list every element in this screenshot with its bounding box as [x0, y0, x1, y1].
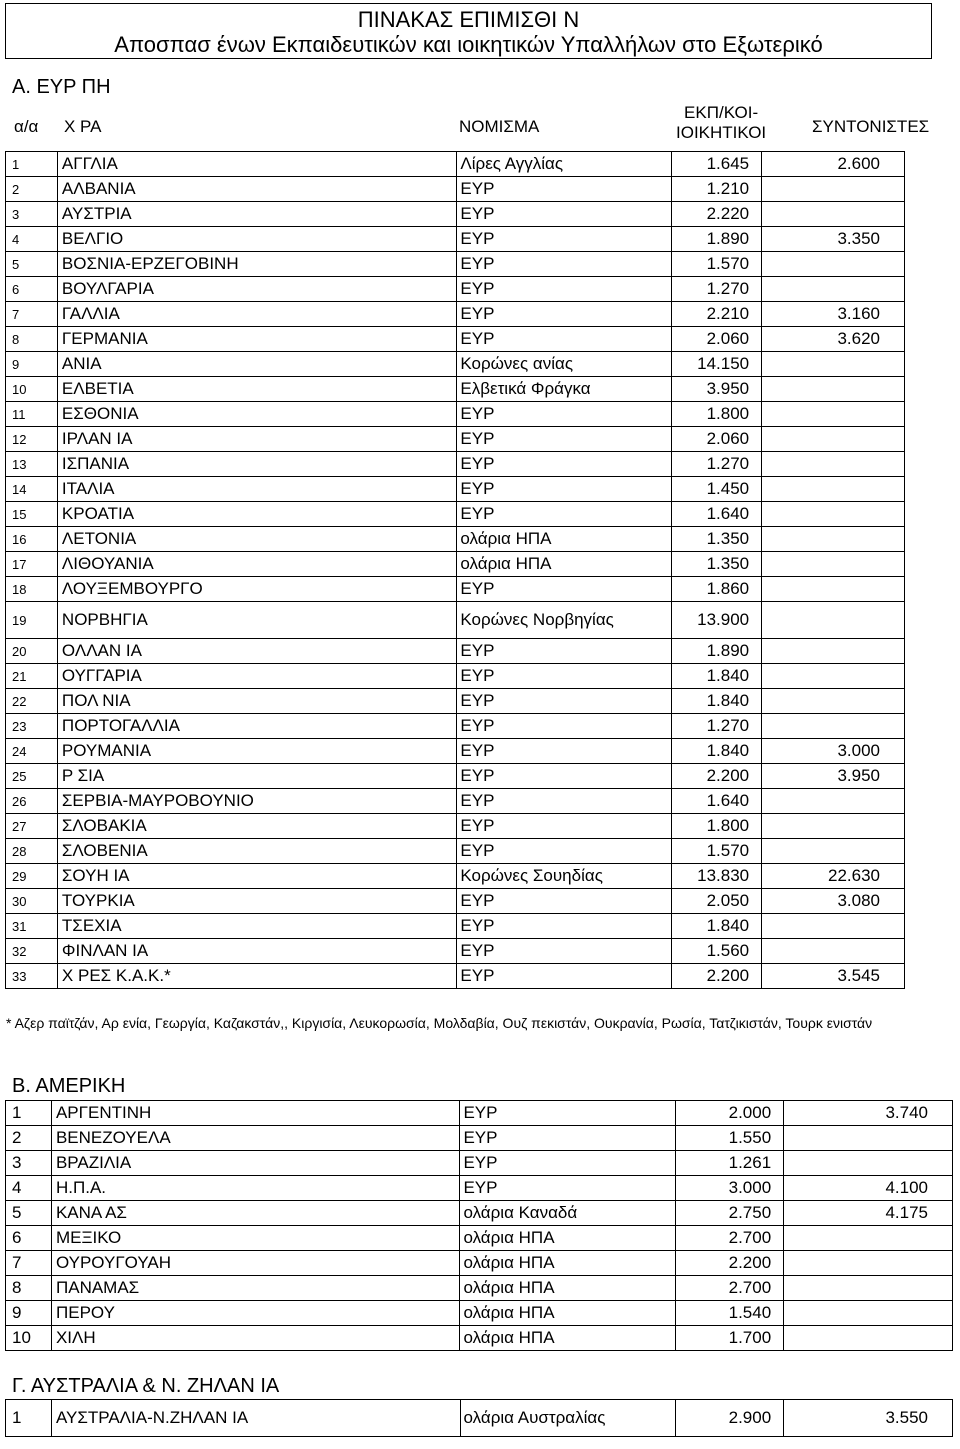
row-country: ΕΣΘΟΝΙΑ: [57, 402, 456, 427]
row-coord-amount: [762, 664, 905, 689]
row-country: ΜΕΞΙΚΟ: [51, 1226, 459, 1251]
row-number: 26: [6, 789, 58, 814]
table-row: [6, 764, 905, 789]
row-coord-amount: [762, 177, 905, 202]
section-b-heading: Β. ΑΜΕΡΙΚΗ: [12, 1075, 126, 1097]
table-row: [6, 452, 905, 477]
table-row: [6, 1276, 953, 1301]
row-admin-amount: 1.210: [672, 177, 762, 202]
row-number: 14: [6, 477, 58, 502]
row-number: 29: [6, 864, 58, 889]
row-currency: Κορώνες Σουηδίας: [457, 864, 672, 889]
row-currency: Λίρες Αγγλίας: [457, 152, 672, 177]
row-coord-amount: [762, 502, 905, 527]
table-row: [6, 1101, 953, 1126]
row-coord-amount: 4.100: [784, 1176, 953, 1201]
row-coord-amount: [784, 1276, 953, 1301]
row-number: 1: [6, 1101, 52, 1126]
row-admin-amount: 1.890: [672, 227, 762, 252]
table-row: [6, 352, 905, 377]
row-number: 2: [6, 177, 58, 202]
row-currency: ΕΥΡ: [457, 889, 672, 914]
row-admin-amount: 1.570: [672, 252, 762, 277]
row-currency: ολάρια ΗΠΑ: [460, 1226, 676, 1251]
row-currency: ολάρια ΗΠΑ: [457, 552, 672, 577]
row-number: 27: [6, 814, 58, 839]
table-row: [6, 914, 905, 939]
row-coord-amount: [762, 602, 905, 639]
row-country: ΧΙΛΗ: [51, 1326, 459, 1351]
row-country: ΒΕΛΓΙΟ: [57, 227, 456, 252]
row-number: 1: [6, 152, 58, 177]
row-currency: Κορώνες Νορβηγίας: [457, 602, 672, 639]
table-row: [6, 152, 905, 177]
row-coord-amount: [762, 939, 905, 964]
table-row: [6, 202, 905, 227]
table-row: [6, 1251, 953, 1276]
row-admin-amount: 1.645: [672, 152, 762, 177]
table-row: [6, 1201, 953, 1226]
footnote: * Αζερ παϊτζάν, Αρ ενία, Γεωργία, Καζακστάν,, Κιργισία, Λευκορωσία, Μολδαβία, Ουζ πεκιστάν, Ουκρανία, Ρωσία, Τατζικιστάν, Τουρκ ενιστάν: [6, 1015, 873, 1031]
row-currency: ΕΥΡ: [457, 427, 672, 452]
row-admin-amount: 14.150: [672, 352, 762, 377]
table-row: [6, 889, 905, 914]
table-row: [6, 252, 905, 277]
row-currency: ΕΥΡ: [460, 1101, 676, 1126]
table-row: [6, 1326, 953, 1351]
row-currency: ΕΥΡ: [457, 939, 672, 964]
section-a-heading: Α. ΕΥΡ ΠΗ: [12, 76, 111, 98]
row-coord-amount: [762, 914, 905, 939]
table-row: [6, 689, 905, 714]
row-number: 9: [6, 1301, 52, 1326]
row-admin-amount: 1.700: [676, 1326, 784, 1351]
row-coord-amount: 3.620: [762, 327, 905, 352]
row-admin-amount: 2.060: [672, 327, 762, 352]
row-admin-amount: 2.050: [672, 889, 762, 914]
row-currency: ΕΥΡ: [460, 1126, 676, 1151]
row-number: 10: [6, 377, 58, 402]
row-number: 1: [6, 1400, 52, 1437]
page-subtitle: Αποσπασ ένων Εκπαιδευτικών και ιοικητικών Υπαλλήλων στο Εξωτερικό: [114, 32, 823, 57]
row-admin-amount: 2.200: [676, 1251, 784, 1276]
header-num: α/α: [14, 117, 39, 136]
row-country: ΒΟΥΛΓΑΡΙΑ: [57, 277, 456, 302]
section-c-heading: Γ. ΑΥΣΤΡΑΛΙΑ & Ν. ΖΗΛΑΝ ΙΑ: [12, 1375, 280, 1397]
row-country: ΣΛΟΒΕΝΙΑ: [57, 839, 456, 864]
row-admin-amount: 2.060: [672, 427, 762, 452]
row-country: ΑΓΓΛΙΑ: [57, 152, 456, 177]
row-number: 2: [6, 1126, 52, 1151]
row-coord-amount: [762, 352, 905, 377]
row-number: 8: [6, 1276, 52, 1301]
row-currency: ΕΥΡ: [457, 914, 672, 939]
row-country: ΣΕΡΒΙΑ-ΜΑΥΡΟΒΟΥΝΙΟ: [57, 789, 456, 814]
row-currency: Ελβετικά Φράγκα: [457, 377, 672, 402]
table-row: [6, 814, 905, 839]
row-country: ΓΑΛΛΙΑ: [57, 302, 456, 327]
row-admin-amount: 2.700: [676, 1226, 784, 1251]
table-row: [6, 864, 905, 889]
row-number: 10: [6, 1326, 52, 1351]
row-admin-amount: 2.220: [672, 202, 762, 227]
table-row: [6, 789, 905, 814]
row-admin-amount: 1.840: [672, 664, 762, 689]
table-row: [6, 839, 905, 864]
row-country: ΠΟΡΤΟΓΑΛΛΙΑ: [57, 714, 456, 739]
table-row: [6, 1151, 953, 1176]
row-coord-amount: [762, 839, 905, 864]
row-number: 33: [6, 964, 58, 989]
row-admin-amount: 1.350: [672, 527, 762, 552]
table-row: [6, 302, 905, 327]
table-row: [6, 1176, 953, 1201]
table-row: [6, 477, 905, 502]
row-currency: ΕΥΡ: [457, 327, 672, 352]
row-country: ΡΟΥΜΑΝΙΑ: [57, 739, 456, 764]
row-coord-amount: [762, 689, 905, 714]
row-country: ΟΛΛΑΝ ΙΑ: [57, 639, 456, 664]
row-country: ΝΟΡΒΗΓΙΑ: [57, 602, 456, 639]
table-row: [6, 402, 905, 427]
row-country: ΑΝΙΑ: [57, 352, 456, 377]
row-coord-amount: [784, 1251, 953, 1276]
table-row: [6, 664, 905, 689]
row-country: ΟΥΓΓΑΡΙΑ: [57, 664, 456, 689]
row-number: 3: [6, 202, 58, 227]
row-currency: ΕΥΡ: [457, 202, 672, 227]
row-number: 16: [6, 527, 58, 552]
table-row: [6, 1400, 953, 1437]
table-row: [6, 639, 905, 664]
row-admin-amount: 1.800: [672, 402, 762, 427]
row-number: 4: [6, 1176, 52, 1201]
row-number: 15: [6, 502, 58, 527]
row-coord-amount: 22.630: [762, 864, 905, 889]
table-row: [6, 964, 905, 989]
row-number: 4: [6, 227, 58, 252]
row-number: 12: [6, 427, 58, 452]
row-currency: ΕΥΡ: [457, 227, 672, 252]
row-admin-amount: 1.840: [672, 739, 762, 764]
row-number: 18: [6, 577, 58, 602]
row-currency: ΕΥΡ: [457, 177, 672, 202]
table-row: [6, 577, 905, 602]
table-row: [6, 227, 905, 252]
row-admin-amount: 3.000: [676, 1176, 784, 1201]
row-country: ΑΛΒΑΝΙΑ: [57, 177, 456, 202]
row-number: 8: [6, 327, 58, 352]
row-coord-amount: 3.350: [762, 227, 905, 252]
row-currency: ΕΥΡ: [457, 402, 672, 427]
row-coord-amount: 4.175: [784, 1201, 953, 1226]
row-coord-amount: [784, 1301, 953, 1326]
row-number: 5: [6, 252, 58, 277]
row-coord-amount: [762, 252, 905, 277]
table-row: [6, 427, 905, 452]
row-country: ΟΥΡΟΥΓΟΥΑΗ: [51, 1251, 459, 1276]
row-admin-amount: 1.550: [676, 1126, 784, 1151]
row-coord-amount: 3.740: [784, 1101, 953, 1126]
row-admin-amount: 1.270: [672, 714, 762, 739]
row-country: ΣΟΥΗ ΙΑ: [57, 864, 456, 889]
row-currency: ολάρια Αυστραλίας: [460, 1400, 676, 1437]
table-row: [6, 714, 905, 739]
header-admin-line2: ΙΟΙΚΗΤΙΚΟΙ: [676, 123, 767, 142]
row-admin-amount: 1.640: [672, 502, 762, 527]
row-coord-amount: [784, 1326, 953, 1351]
row-currency: ΕΥΡ: [457, 252, 672, 277]
row-admin-amount: 2.200: [672, 764, 762, 789]
row-country: ΒΡΑΖΙΛΙΑ: [51, 1151, 459, 1176]
table-australia: [5, 1399, 953, 1437]
row-coord-amount: [784, 1151, 953, 1176]
row-country: ΛΕΤΟΝΙΑ: [57, 527, 456, 552]
header-currency: ΝΟΜΙΣΜΑ: [459, 117, 540, 136]
row-admin-amount: 1.860: [672, 577, 762, 602]
row-country: ΕΛΒΕΤΙΑ: [57, 377, 456, 402]
row-admin-amount: 1.350: [672, 552, 762, 577]
row-currency: ΕΥΡ: [457, 964, 672, 989]
row-admin-amount: 2.900: [676, 1400, 784, 1437]
row-currency: ΕΥΡ: [457, 477, 672, 502]
table-row: [6, 502, 905, 527]
row-number: 6: [6, 1226, 52, 1251]
row-coord-amount: 3.550: [784, 1400, 953, 1437]
row-admin-amount: 1.570: [672, 839, 762, 864]
row-currency: ολάρια ΗΠΑ: [460, 1301, 676, 1326]
row-number: 25: [6, 764, 58, 789]
row-number: 5: [6, 1201, 52, 1226]
row-admin-amount: 13.900: [672, 602, 762, 639]
row-currency: ΕΥΡ: [457, 664, 672, 689]
row-country: ΑΡΓΕΝΤΙΝΗ: [51, 1101, 459, 1126]
row-country: ΦΙΝΛΑΝ ΙΑ: [57, 939, 456, 964]
row-coord-amount: [784, 1226, 953, 1251]
row-country: Χ ΡΕΣ Κ.Α.Κ.*: [57, 964, 456, 989]
header-country: Χ ΡΑ: [64, 117, 102, 136]
header-admin-line1: ΕΚΠ/ΚΟΙ-: [684, 103, 759, 122]
row-currency: ΕΥΡ: [457, 764, 672, 789]
row-number: 11: [6, 402, 58, 427]
row-currency: ολάρια ΗΠΑ: [460, 1276, 676, 1301]
row-admin-amount: 3.950: [672, 377, 762, 402]
row-currency: ΕΥΡ: [460, 1151, 676, 1176]
row-country: ΙΣΠΑΝΙΑ: [57, 452, 456, 477]
row-number: 31: [6, 914, 58, 939]
row-number: 28: [6, 839, 58, 864]
row-admin-amount: 2.200: [672, 964, 762, 989]
row-admin-amount: 2.700: [676, 1276, 784, 1301]
row-country: ΛΟΥΞΕΜΒΟΥΡΓΟ: [57, 577, 456, 602]
row-coord-amount: [762, 202, 905, 227]
table-row: [6, 327, 905, 352]
table-row: [6, 939, 905, 964]
row-currency: ολάρια Καναδά: [460, 1201, 676, 1226]
row-coord-amount: 3.950: [762, 764, 905, 789]
row-country: ΠΑΝΑΜΑΣ: [51, 1276, 459, 1301]
row-coord-amount: 3.080: [762, 889, 905, 914]
row-country: ΓΕΡΜΑΝΙΑ: [57, 327, 456, 352]
row-coord-amount: [762, 377, 905, 402]
row-country: ΙΤΑΛΙΑ: [57, 477, 456, 502]
table-row: [6, 377, 905, 402]
row-coord-amount: 3.545: [762, 964, 905, 989]
row-admin-amount: 1.800: [672, 814, 762, 839]
row-number: 22: [6, 689, 58, 714]
row-currency: ΕΥΡ: [457, 714, 672, 739]
table-america: [5, 1100, 953, 1351]
table-row: [6, 527, 905, 552]
row-coord-amount: 3.000: [762, 739, 905, 764]
table-row: [6, 552, 905, 577]
row-coord-amount: [762, 277, 905, 302]
table-europe: [5, 151, 905, 989]
row-currency: ΕΥΡ: [457, 789, 672, 814]
row-country: ΑΥΣΤΡΑΛΙΑ-Ν.ΖΗΛΑΝ ΙΑ: [51, 1400, 460, 1437]
row-number: 17: [6, 552, 58, 577]
row-admin-amount: 13.830: [672, 864, 762, 889]
row-number: 7: [6, 302, 58, 327]
row-number: 32: [6, 939, 58, 964]
row-currency: ΕΥΡ: [457, 814, 672, 839]
row-coord-amount: [762, 527, 905, 552]
row-currency: Κορώνες ανίας: [457, 352, 672, 377]
row-number: 24: [6, 739, 58, 764]
row-admin-amount: 1.450: [672, 477, 762, 502]
header-coord: ΣΥΝΤΟΝΙΣΤΕΣ: [812, 117, 930, 136]
row-country: ΛΙΘΟΥΑΝΙΑ: [57, 552, 456, 577]
row-number: 23: [6, 714, 58, 739]
row-coord-amount: [762, 714, 905, 739]
row-coord-amount: [762, 814, 905, 839]
row-admin-amount: 1.840: [672, 914, 762, 939]
row-admin-amount: 1.640: [672, 789, 762, 814]
row-currency: ΕΥΡ: [457, 502, 672, 527]
row-currency: ΕΥΡ: [460, 1176, 676, 1201]
row-country: Ρ ΣΙΑ: [57, 764, 456, 789]
row-coord-amount: [762, 452, 905, 477]
table-row: [6, 177, 905, 202]
row-admin-amount: 1.890: [672, 639, 762, 664]
row-admin-amount: 2.210: [672, 302, 762, 327]
row-country: Η.Π.Α.: [51, 1176, 459, 1201]
row-coord-amount: [762, 639, 905, 664]
row-admin-amount: 2.000: [676, 1101, 784, 1126]
table-row: [6, 739, 905, 764]
row-country: ΚΑΝΑ ΑΣ: [51, 1201, 459, 1226]
row-currency: ΕΥΡ: [457, 277, 672, 302]
row-currency: ΕΥΡ: [457, 689, 672, 714]
row-country: ΠΕΡΟΥ: [51, 1301, 459, 1326]
table-row: [6, 1226, 953, 1251]
row-country: ΚΡΟΑΤΙΑ: [57, 502, 456, 527]
row-currency: ΕΥΡ: [457, 302, 672, 327]
row-admin-amount: 1.560: [672, 939, 762, 964]
row-admin-amount: 1.270: [672, 277, 762, 302]
row-country: ΤΟΥΡΚΙΑ: [57, 889, 456, 914]
row-number: 21: [6, 664, 58, 689]
row-country: ΤΣΕΧΙΑ: [57, 914, 456, 939]
row-number: 6: [6, 277, 58, 302]
row-currency: ΕΥΡ: [457, 577, 672, 602]
row-currency: ΕΥΡ: [457, 639, 672, 664]
page-title: ΠΙΝΑΚΑΣ ΕΠΙΜΙΣΘΙ Ν: [357, 7, 580, 32]
row-coord-amount: [762, 402, 905, 427]
row-currency: ολάρια ΗΠΑ: [460, 1326, 676, 1351]
row-admin-amount: 1.270: [672, 452, 762, 477]
row-currency: ολάρια ΗΠΑ: [460, 1251, 676, 1276]
row-coord-amount: 3.160: [762, 302, 905, 327]
row-number: 7: [6, 1251, 52, 1276]
row-currency: ΕΥΡ: [457, 452, 672, 477]
row-country: ΒΟΣΝΙΑ-ΕΡΖΕΓΟΒΙΝΗ: [57, 252, 456, 277]
row-coord-amount: [784, 1126, 953, 1151]
row-coord-amount: 2.600: [762, 152, 905, 177]
row-admin-amount: 1.540: [676, 1301, 784, 1326]
row-country: ΒΕΝΕΖΟΥΕΛΑ: [51, 1126, 459, 1151]
row-number: 20: [6, 639, 58, 664]
row-coord-amount: [762, 789, 905, 814]
table-row: [6, 1126, 953, 1151]
table-row: [6, 277, 905, 302]
row-currency: ΕΥΡ: [457, 839, 672, 864]
row-coord-amount: [762, 477, 905, 502]
header-admin: [676, 103, 766, 143]
row-currency: ολάρια ΗΠΑ: [457, 527, 672, 552]
row-admin-amount: 2.750: [676, 1201, 784, 1226]
row-coord-amount: [762, 577, 905, 602]
row-number: 30: [6, 889, 58, 914]
row-country: ΑΥΣΤΡΙΑ: [57, 202, 456, 227]
row-admin-amount: 1.840: [672, 689, 762, 714]
row-country: ΙΡΛΑΝ ΙΑ: [57, 427, 456, 452]
row-admin-amount: 1.261: [676, 1151, 784, 1176]
row-coord-amount: [762, 427, 905, 452]
row-currency: ΕΥΡ: [457, 739, 672, 764]
title-box: [5, 3, 932, 59]
row-number: 13: [6, 452, 58, 477]
row-coord-amount: [762, 552, 905, 577]
row-number: 3: [6, 1151, 52, 1176]
row-country: ΣΛΟΒΑΚΙΑ: [57, 814, 456, 839]
row-number: 9: [6, 352, 58, 377]
table-row: [6, 602, 905, 639]
table-row: [6, 1301, 953, 1326]
row-number: 19: [6, 602, 58, 639]
row-country: ΠΟΛ ΝΙΑ: [57, 689, 456, 714]
